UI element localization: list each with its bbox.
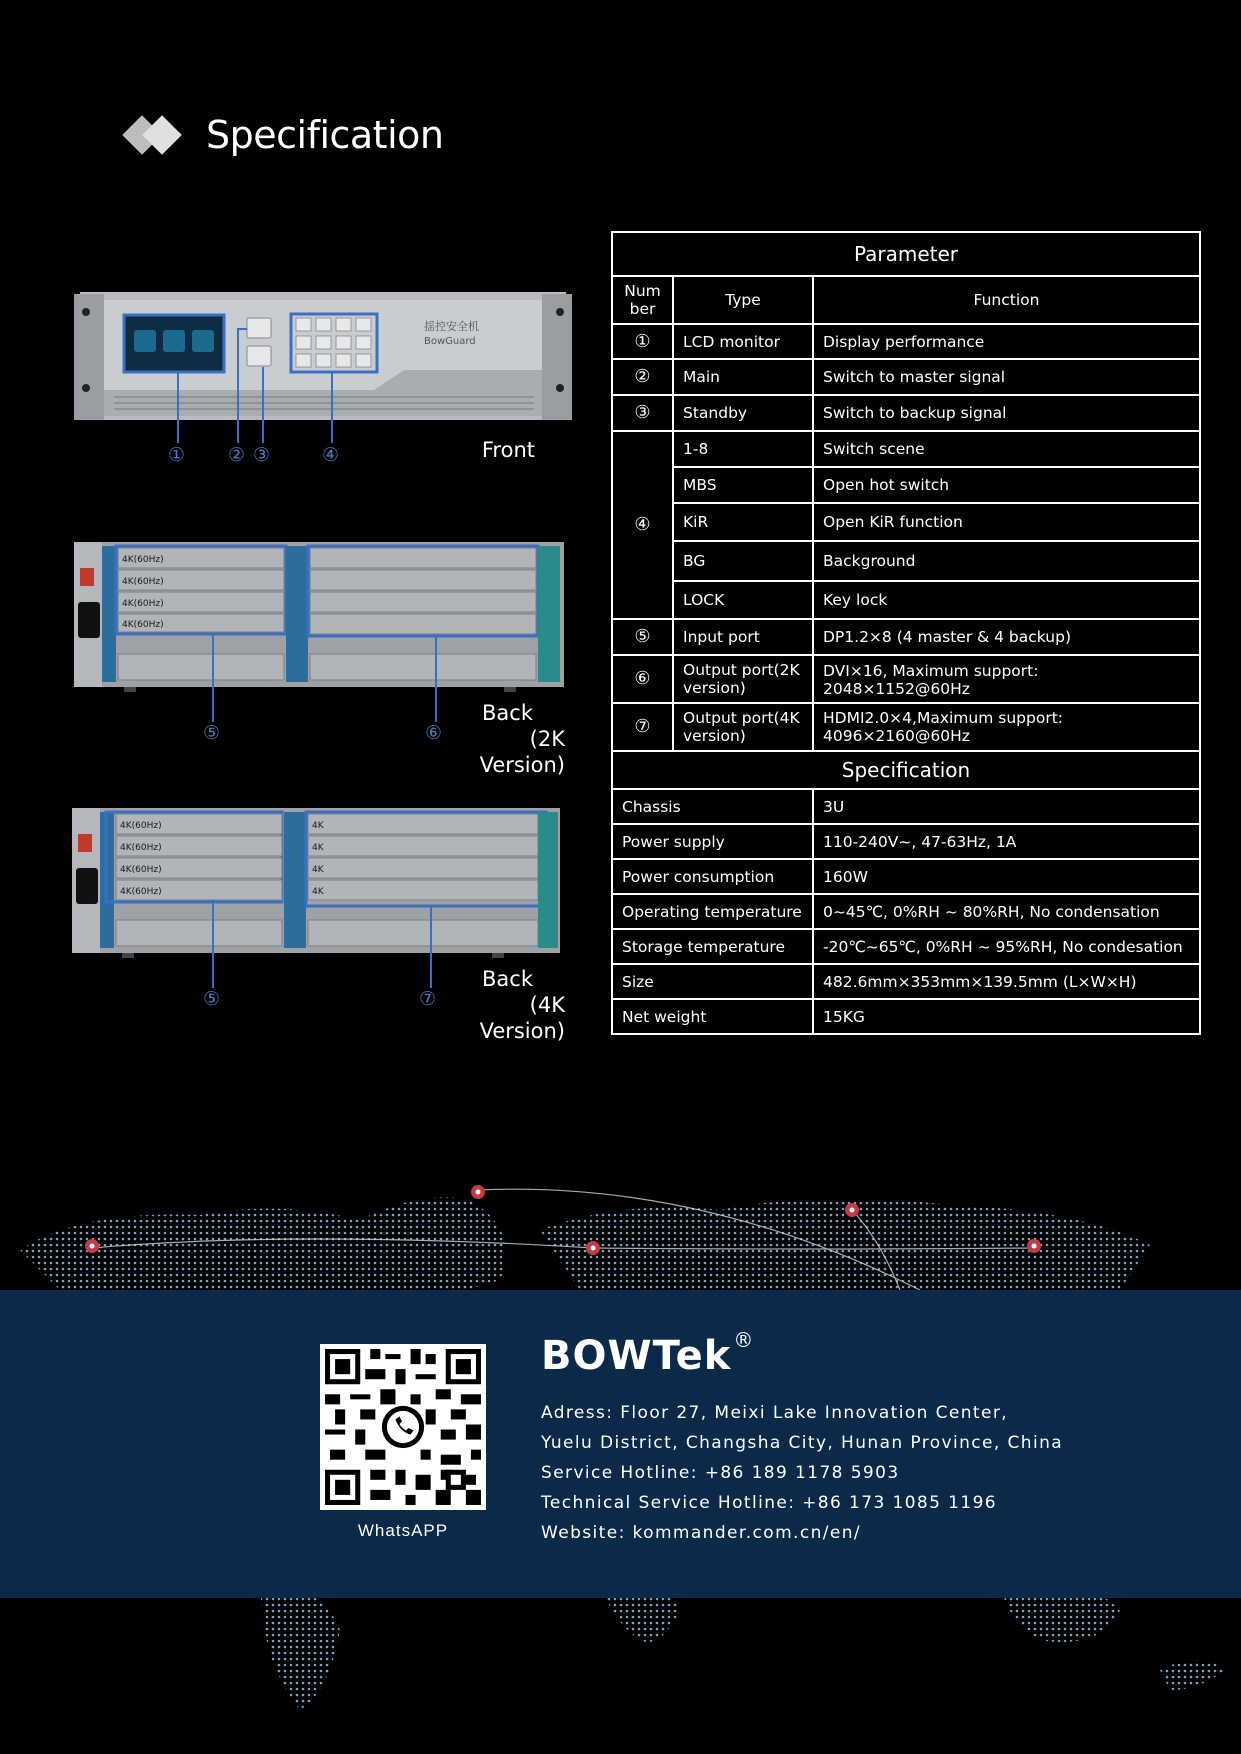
address-line-1: Adress: Floor 27, Meixi Lake Innovation Center, [541,1403,1009,1423]
table-row: ⑤ Input port DP1.2×8 (4 master & 4 backup) [612,619,1200,655]
page-title: Specification [206,113,444,157]
qr-caption: WhatsAPP [357,1521,449,1540]
back-2k-label: Back (2K Version) [479,701,565,777]
callout-1: ① [168,444,186,466]
table-row: LOCK Key lock [612,581,1200,619]
table-row: Storage temperature -20℃~65℃, 0%RH ~ 95%RH, No condesation [612,929,1200,964]
table-row: Chassis 3U [612,789,1200,824]
table-row: Operating temperature 0~45℃, 0%RH ~ 80%RH, No condensation [612,894,1200,929]
table-row: ① LCD monitor Display performance [612,324,1200,359]
panel-logo-cn: 揺控安全机 [424,320,479,333]
spec-table [611,231,1201,1035]
col-type: Type [673,276,813,324]
svg-text:4K(60Hz): 4K(60Hz) [122,620,164,630]
table-row: ⑦ Output port(4K version) HDMI2.0×4,Maximum support: 4096×2160@60Hz [612,703,1200,751]
callout-3: ③ [253,444,271,466]
svg-text:4K(60Hz): 4K(60Hz) [120,887,162,897]
callout-5-4k: ⑤ [203,988,221,1010]
callout-6: ⑥ [425,722,443,744]
brand-logo: BOWTek ® [541,1328,755,1379]
website-link[interactable]: Website: kommander.com.cn/en/ [541,1523,862,1543]
svg-text:4K(60Hz): 4K(60Hz) [122,577,164,587]
callout-4: ④ [322,444,340,466]
address-line-2: Yuelu District, Changsha City, Hunan Province, China [541,1433,1064,1453]
panel-logo-en: BowGuard [424,336,476,347]
table-row: Net weight 15KG [612,999,1200,1034]
front-label: Front [481,438,535,462]
svg-text:4K: 4K [312,887,324,897]
col-number: Num ber [612,276,673,324]
table-row: ② Main Switch to master signal [612,359,1200,395]
callout-2: ② [228,444,246,466]
svg-text:4K: 4K [312,821,324,831]
table-row: BG Background [612,541,1200,581]
table-row: KiR Open KiR function [612,503,1200,541]
svg-text:4K: 4K [312,843,324,853]
specification-title: Specification [612,751,1200,789]
table-row: ③ Standby Switch to backup signal [612,395,1200,431]
callout-7: ⑦ [419,988,437,1010]
table-row: ④ 1-8 Switch scene [612,431,1200,467]
table-row: Power consumption 160W [612,859,1200,894]
col-function: Function [813,276,1200,324]
back-4k-label: Back (4K Version) [479,967,565,1043]
whatsapp-qr-code[interactable] [320,1344,486,1510]
service-hotline: Service Hotline: +86 189 1178 5903 [541,1463,900,1483]
table-row: ⑥ Output port(2K version) DVI×16, Maximum support: 2048×1152@60Hz [612,655,1200,703]
svg-text:4K(60Hz): 4K(60Hz) [122,555,164,565]
parameter-title: Parameter [612,232,1200,276]
diamond-logo-icon [124,112,186,158]
technical-hotline: Technical Service Hotline: +86 173 1085 1196 [541,1493,998,1513]
table-row: Power supply 110-240V~, 47-63Hz, 1A [612,824,1200,859]
section-header [124,110,443,160]
svg-text:4K(60Hz): 4K(60Hz) [122,599,164,609]
svg-text:4K: 4K [312,865,324,875]
back-2k-panel-image [74,542,564,692]
svg-text:4K(60Hz): 4K(60Hz) [120,865,162,875]
svg-text:4K(60Hz): 4K(60Hz) [120,821,162,831]
back-4k-panel-image [72,808,562,958]
table-row: Size 482.6mm×353mm×139.5mm (L×W×H) [612,964,1200,999]
callout-5-2k: ⑤ [203,722,221,744]
svg-text:4K(60Hz): 4K(60Hz) [120,843,162,853]
contact-info [541,1398,1063,1548]
table-row: MBS Open hot switch [612,467,1200,503]
front-panel-image [74,290,572,430]
